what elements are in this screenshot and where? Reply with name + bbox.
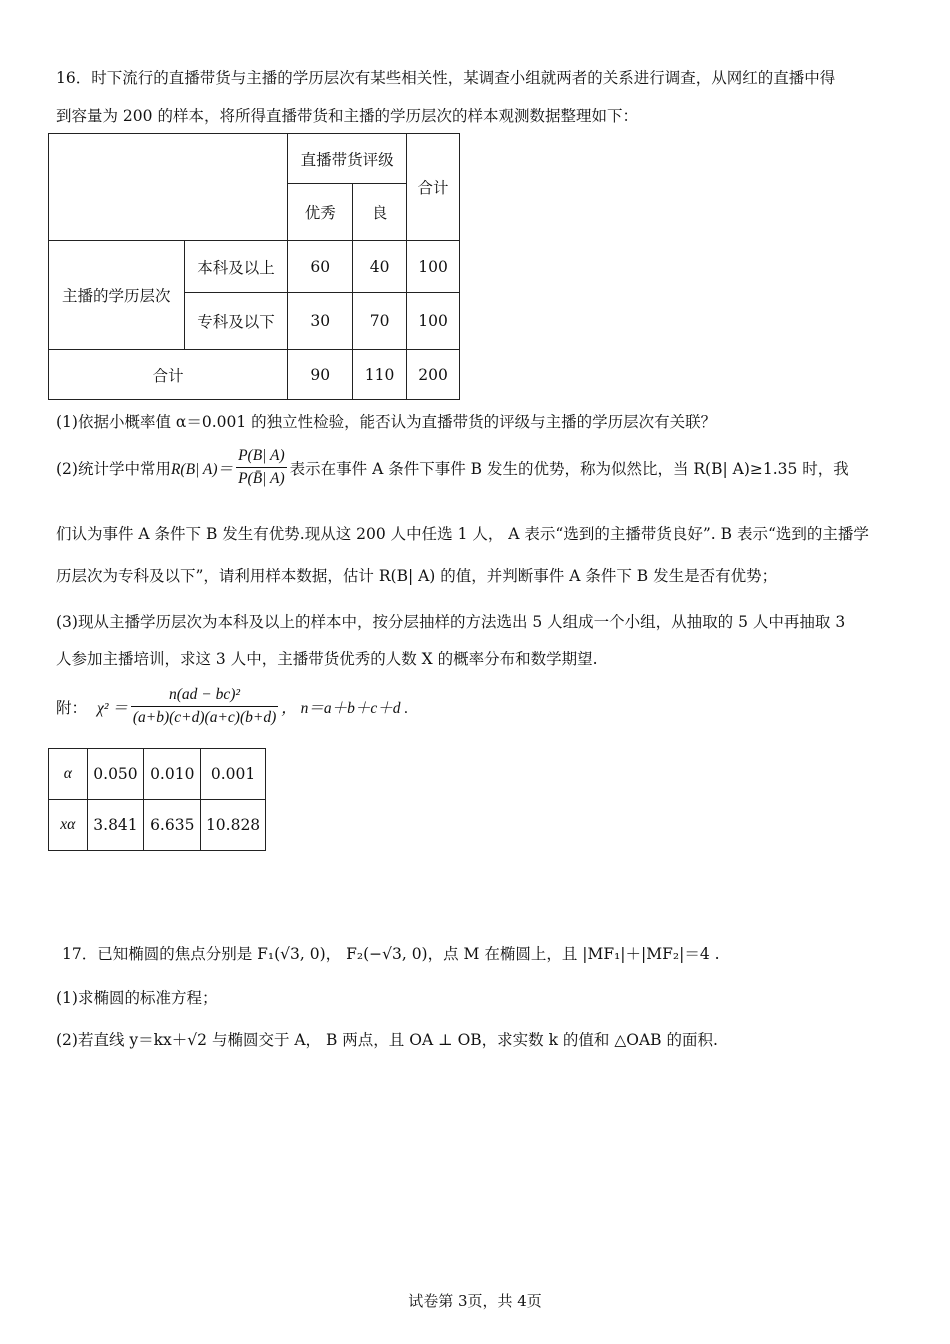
contingency-table bbox=[48, 133, 460, 400]
row1-value-cell: 40 bbox=[353, 241, 407, 293]
q16-intro-line2: 到容量为 200 的样本，将所得直播带货和主播的学历层次的样本观测数据整理如下： bbox=[56, 107, 638, 125]
row1-value-cell: 100 bbox=[407, 241, 460, 293]
chi-numerator: n(ad − bc)² bbox=[131, 686, 278, 707]
q16-part2-line1 bbox=[56, 447, 849, 488]
total-row-label-cell: 合计 bbox=[49, 350, 288, 400]
likelihood-ratio-fraction bbox=[236, 447, 287, 488]
q16-part3-line2: 人参加主播培训，求这 3 人中，主播带货优秀的人数 X 的概率分布和数学期望. bbox=[56, 650, 598, 668]
alpha-value-cell: 0.050 bbox=[87, 749, 144, 800]
row1-value-cell: 60 bbox=[288, 241, 353, 293]
total-header-cell: 合计 bbox=[407, 134, 460, 241]
row1-label-cell: 本科及以上 bbox=[184, 241, 288, 293]
q16-part2-line3: 历层次为专科及以下”，请利用样本数据，估计 R(B| A) 的值，并判断事件 A 条件下 B 发生是否有优势； bbox=[56, 567, 778, 585]
total-value-cell: 110 bbox=[353, 350, 407, 400]
q17-line1: 17．已知椭圆的焦点分别是 F₁(√3, 0)， F₂(−√3, 0)，点 M 在椭圆上，且 |MF₁|＋|MF₂|＝4 . bbox=[62, 945, 720, 963]
chi-square-fraction bbox=[131, 686, 278, 727]
q17-part1: (1)求椭圆的标准方程； bbox=[56, 989, 218, 1007]
critical-value-table bbox=[48, 748, 266, 851]
col-good-cell: 良 bbox=[353, 184, 407, 241]
row2-value-cell: 70 bbox=[353, 293, 407, 350]
empty-corner-cell bbox=[49, 134, 288, 241]
page-footer: 试卷第 3页，共 4页 bbox=[408, 1292, 542, 1310]
alpha-value-cell: 0.001 bbox=[201, 749, 266, 800]
row2-label-cell: 专科及以下 bbox=[184, 293, 288, 350]
x-label-cell: xα bbox=[49, 800, 88, 851]
q16-part1: (1)依据小概率值 α＝0.001 的独立性检验，能否认为直播带货的评级与主播的学历层次有关联？ bbox=[56, 413, 717, 431]
row-group-cell: 主播的学历层次 bbox=[49, 241, 185, 350]
alpha-label-cell: α bbox=[49, 749, 88, 800]
chi-tail: ， n＝a＋b＋c＋d . bbox=[281, 699, 409, 717]
q17-part2: (2)若直线 y＝kx＋√2 与椭圆交于 A， B 两点，且 OA ⊥ OB，求实数 k 的值和 △OAB 的面积. bbox=[56, 1031, 718, 1049]
fraction-numerator: P(B| A) bbox=[236, 447, 287, 468]
part2-suffix: 表示在事件 A 条件下事件 B 发生的优势，称为似然比，当 R(B| A)≥1.35 时，我 bbox=[289, 459, 849, 478]
q16-part2-line2: 们认为事件 A 条件下 B 发生有优势.现从这 200 人中任选 1 人， A 表示“选到的主播带货良好”. B 表示“选到的主播学 bbox=[56, 525, 869, 543]
x-value-cell: 3.841 bbox=[87, 800, 144, 851]
chi-denominator: (a+b)(c+d)(a+c)(b+d) bbox=[132, 709, 277, 726]
row2-value-cell: 30 bbox=[288, 293, 353, 350]
fraction-denominator: P(B̄| A) bbox=[238, 470, 285, 487]
row2-value-cell: 100 bbox=[407, 293, 460, 350]
part2-prefix: (2)统计学中常用 bbox=[56, 459, 171, 478]
total-value-cell: 90 bbox=[288, 350, 353, 400]
col-excellent-cell: 优秀 bbox=[288, 184, 353, 241]
chi-lhs: χ² ＝ bbox=[97, 699, 128, 717]
q16-part3-line1: (3)现从主播学历层次为本科及以上的样本中，按分层抽样的方法选出 5 人组成一个小组，从抽取的 5 人中再抽取 3 bbox=[56, 613, 846, 631]
alpha-value-cell: 0.010 bbox=[144, 749, 201, 800]
header-group-cell: 直播带货评级 bbox=[288, 134, 407, 184]
x-value-cell: 10.828 bbox=[201, 800, 266, 851]
part2-formula-lhs: R(B| A)＝ bbox=[170, 460, 234, 478]
total-value-cell: 200 bbox=[407, 350, 460, 400]
appendix-label: 附： bbox=[56, 698, 88, 717]
chi-square-formula bbox=[56, 686, 408, 727]
x-value-cell: 6.635 bbox=[144, 800, 201, 851]
q16-intro-line1: 16．时下流行的直播带货与主播的学历层次有某些相关性，某调查小组就两者的关系进行调查，从网红的直播中得 bbox=[56, 69, 836, 87]
